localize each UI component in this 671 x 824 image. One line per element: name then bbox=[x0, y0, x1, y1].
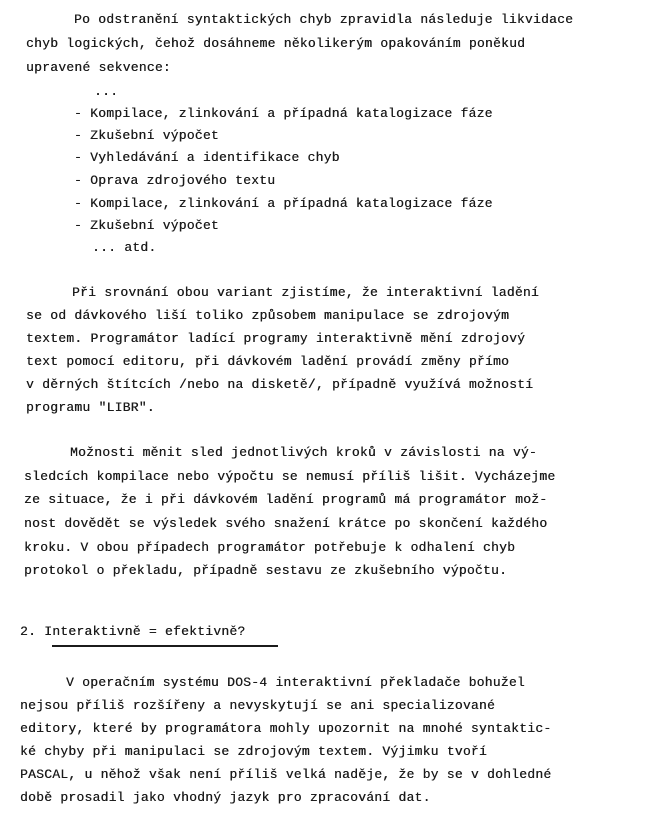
paragraph-3-line: protokol o překladu, případně sestavu ze zkušebního výpočtu. bbox=[24, 563, 508, 578]
paragraph-3-line: nost dovědět se výsledek svého snažení krátce po skončení každého bbox=[24, 516, 548, 531]
paragraph-2-line: se od dávkového liší toliko způsobem manipulace se zdrojovým bbox=[26, 308, 510, 323]
paragraph-3-line: sledcích kompilace nebo výpočtu se nemusí příliš lišit. Vycházejme bbox=[24, 469, 556, 484]
sequence-list-item: - Zkušební výpočet bbox=[74, 218, 219, 233]
paragraph-1-line: chyb logických, čehož dosáhneme několikerým opakováním poněkud bbox=[26, 36, 526, 51]
paragraph-3-line: kroku. V obou případech programátor potřebuje k odhalení chyb bbox=[24, 540, 516, 555]
sequence-list-item: - Kompilace, zlinkování a případná katalogizace fáze bbox=[74, 106, 493, 121]
sequence-list-item: ... atd. bbox=[92, 240, 157, 255]
paragraph-4-line: nejsou příliš rozšířeny a nevyskytují se ani specializované bbox=[20, 698, 496, 713]
sequence-list-item: ... bbox=[94, 84, 119, 99]
paragraph-2-line: programu "LIBR". bbox=[26, 400, 155, 415]
sequence-list-item: - Zkušební výpočet bbox=[74, 128, 219, 143]
sequence-list-item: - Kompilace, zlinkování a případná katalogizace fáze bbox=[74, 196, 493, 211]
paragraph-2-line: text pomocí editoru, při dávkovém ladění provádí změny přímo bbox=[26, 354, 510, 369]
paragraph-4-line: době prosadil jako vhodný jazyk pro zpracování dat. bbox=[20, 790, 431, 805]
paragraph-4-line: PASCAL, u něhož však není příliš velká naděje, že by se v dohledné bbox=[20, 767, 552, 782]
paragraph-1-line: Po odstranění syntaktických chyb zpravidla následuje likvidace bbox=[74, 12, 574, 27]
paragraph-4-line: editory, které by programátora mohly upozornit na mnohé syntaktic- bbox=[20, 721, 552, 736]
section-heading: 2. Interaktivně = efektivně? bbox=[20, 624, 246, 639]
paragraph-2-line: Při srovnání obou variant zjistíme, že interaktivní ladění bbox=[72, 285, 539, 300]
sequence-list-item: - Vyhledávání a identifikace chyb bbox=[74, 150, 340, 165]
paragraph-4-line: ké chyby při manipulaci se zdrojovým textem. Výjimku tvoří bbox=[20, 744, 487, 759]
section-heading-underline bbox=[52, 645, 278, 647]
paragraph-3-line: Možnosti měnit sled jednotlivých kroků v závislosti na vý- bbox=[70, 445, 537, 460]
paragraph-4-line: V operačním systému DOS-4 interaktivní překladače bohužel bbox=[66, 675, 525, 690]
paragraph-2-line: textem. Programátor ladící programy interaktivně mění zdrojový bbox=[26, 331, 526, 346]
paragraph-3-line: ze situace, že i při dávkovém ladění programů má programátor mož- bbox=[24, 492, 548, 507]
sequence-list-item: - Oprava zdrojového textu bbox=[74, 173, 276, 188]
paragraph-2-line: v děrných štítcích /nebo na disketě/, případně využívá možností bbox=[26, 377, 534, 392]
paragraph-1-line: upravené sekvence: bbox=[26, 60, 171, 75]
